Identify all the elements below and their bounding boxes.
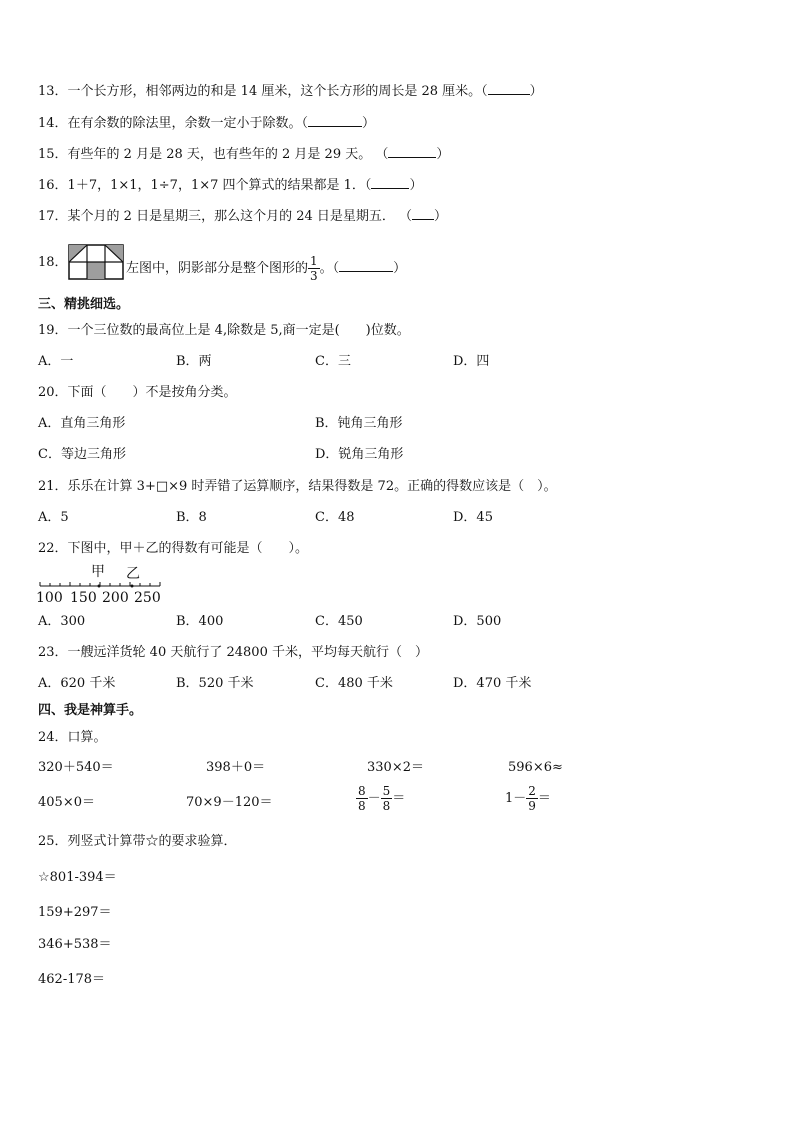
question-18-text: 左图中，阴影部分是整个图形的 $\frac{1}{3}$ 。（ ） [126,254,407,283]
shaded-square [87,262,105,279]
label-yi: 乙 [126,566,140,582]
q22-option-a[interactable]: A．300 [38,614,86,629]
q19-option-c[interactable]: C．三 [315,354,351,369]
number-line [38,580,162,590]
section-4-title: 四、我是神算手。 [38,703,143,718]
tick-250: 250 [134,590,161,606]
question-17: 17．某个月的 2 日是星期三，那么这个月的 24 日是星期五． （ ） [38,209,448,224]
q21-option-b[interactable]: B．8 [176,510,207,525]
q23-option-d[interactable]: D．470 千米 [453,676,532,691]
oral-calc-5: 405×0＝ [38,795,95,810]
q23-option-b[interactable]: B．520 千米 [176,676,254,691]
question-20-stem: 20．下面（ ）不是按角分类。 [38,385,237,400]
q20-option-b[interactable]: B．钝角三角形 [315,416,403,431]
q22-option-b[interactable]: B．400 [176,614,224,629]
oral-calc-4: 596×6≈ [508,760,563,775]
section-3-title: 三、精挑细选。 [38,297,130,312]
answer-blank[interactable] [412,207,434,220]
tick-150: 150 [70,590,97,606]
answer-blank[interactable] [308,114,362,127]
fraction-one-third: $\frac{1}{3}$ [310,254,318,283]
answer-blank[interactable] [488,82,530,95]
q19-option-b[interactable]: B．两 [176,354,212,369]
oral-calc-2: 398＋0＝ [206,760,266,775]
vertical-calc-4: 462-178＝ [38,972,106,987]
vertical-calc-3: 346+538＝ [38,937,112,952]
q23-option-a[interactable]: A．620 千米 [38,676,116,691]
point-jia [98,585,101,588]
question-22-stem: 22．下图中，甲＋乙的得数有可能是（ ）。 [38,541,309,556]
question-18-number: 18． [38,255,68,270]
question-25-stem: 25．列竖式计算带☆的要求验算． [38,834,237,849]
q21-option-d[interactable]: D．45 [453,510,493,525]
vertical-calc-2: 159+297＝ [38,905,112,920]
question-16: 16．1＋7，1×1，1÷7，1×7 四个算式的结果都是 1．（ ） [38,178,423,193]
oral-calc-3: 330×2＝ [367,760,424,775]
question-13: 13．一个长方形，相邻两边的和是 14 厘米，这个长方形的周长是 28 厘米。（ ） [38,84,543,99]
oral-calc-fraction-1: $\frac{8}{8}$ － $\frac{5}{8}$ ＝ [358,784,406,813]
tick-200: 200 [102,590,129,606]
question-23-stem: 23．一艘远洋货轮 40 天航行了 24800 千米，平均每天航行（ ） [38,645,428,660]
shaded-grid-figure [68,244,124,280]
question-19-stem: 19．一个三位数的最高位上是 4,除数是 5,商一定是( )位数。 [38,323,410,338]
q20-option-d[interactable]: D．锐角三角形 [315,447,404,462]
tick-100: 100 [36,590,63,606]
q19-option-a[interactable]: A．一 [38,354,74,369]
q19-option-d[interactable]: D．四 [453,354,490,369]
q22-option-d[interactable]: D．500 [453,614,502,629]
q20-option-c[interactable]: C．等边三角形 [38,447,126,462]
oral-calc-6: 70×9－120＝ [186,795,273,810]
q21-option-a[interactable]: A．5 [38,510,69,525]
q23-option-c[interactable]: C．480 千米 [315,676,393,691]
point-yi [131,585,134,588]
q22-option-c[interactable]: C．450 [315,614,363,629]
question-21-stem: 21．乐乐在计算 3+□×9 时弄错了运算顺序，结果得数是 72。正确的得数应该是（ ）。 [38,479,557,494]
vertical-calc-1: ☆801-394＝ [38,870,117,885]
q20-option-a[interactable]: A．直角三角形 [38,416,126,431]
label-jia: 甲 [91,564,105,580]
oral-calc-fraction-2: 1－ $\frac{2}{9}$ ＝ [505,784,551,813]
q21-option-c[interactable]: C．48 [315,510,355,525]
answer-blank[interactable] [388,145,436,158]
question-24-stem: 24．口算。 [38,730,107,745]
answer-blank[interactable] [339,259,393,272]
answer-blank[interactable] [371,176,409,189]
oral-calc-1: 320＋540＝ [38,760,114,775]
question-14: 14．在有余数的除法里，余数一定小于除数。（ ） [38,116,376,131]
question-15: 15．有些年的 2 月是 28 天，也有些年的 2 月是 29 天。 （ ） [38,147,450,162]
